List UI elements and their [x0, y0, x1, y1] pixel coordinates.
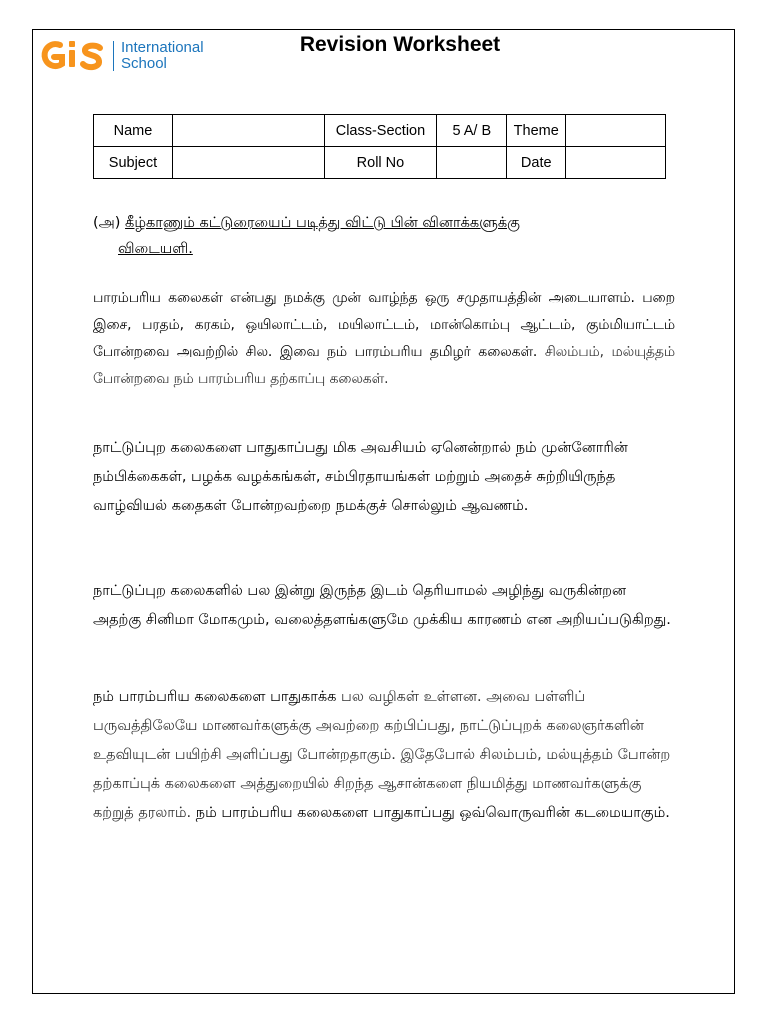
- paragraph-4-lead: நம் பாரம்பரிய கலைகளை பாதுகாக்க: [93, 689, 337, 705]
- section-marker: (அ): [93, 215, 121, 231]
- student-info-table: [93, 114, 666, 179]
- date-label: Date: [507, 147, 566, 179]
- table-row: [94, 147, 666, 179]
- roll-no-field[interactable]: [437, 147, 507, 179]
- class-section-label: Class-Section: [324, 115, 437, 147]
- section-instruction: [93, 210, 673, 262]
- table-row: [94, 115, 666, 147]
- paragraph-1-tail: சிலம்பம், மல்யுத்தம் போன்றவை நம் பாரம்பரிய தற்காப்பு கலைகள்.: [93, 344, 675, 387]
- logo-wordmark: [121, 40, 204, 72]
- paragraph-3: நாட்டுப்புற கலைகளில் பல இன்று இருந்த இடம் தெரியாமல் அழிந்து வருகின்றன அதற்கு சினிமா மோகமும், வலைத்தளங்களுமே முக்கிய காரணம் என அறியப்படுகிறது.: [93, 583, 671, 628]
- name-field[interactable]: [172, 115, 324, 147]
- theme-field[interactable]: [566, 115, 666, 147]
- paragraph-2: நாட்டுப்புற கலைகளை பாதுகாப்பது மிக அவசியம் ஏனென்றால் நம் முன்னோரின் நம்பிக்கைகள், பழக்க வழக்கங்கள், சம்பிரதாயங்கள் மற்றும் அதைச் சுற்றியிருந்த வாழ்வியல் கதைகள் போன்றவற்றை நமக்குச் சொல்லும் ஆவணம்.: [93, 440, 628, 514]
- roll-no-label: Roll No: [324, 147, 437, 179]
- instruction-line-2: விடையளி.: [118, 241, 193, 257]
- class-section-value: 5 A/ B: [437, 115, 507, 147]
- logo-divider: [113, 41, 114, 71]
- logo-line-international: International: [121, 39, 204, 56]
- paragraph-4: [93, 683, 675, 828]
- date-field[interactable]: [566, 147, 666, 179]
- gis-logo-icon: [40, 36, 106, 76]
- subject-field[interactable]: [172, 147, 324, 179]
- theme-label: Theme: [507, 115, 566, 147]
- subject-label: Subject: [94, 147, 173, 179]
- paragraph-1-main: பாரம்பரிய கலைகள் என்பது நமக்கு முன் வாழ்ந்த ஒரு சமுதாயத்தின் அடையாளம். பறை இசை, பரதம், கரகம், ஒயிலாட்டம், மயிலாட்டம், மான்கொம்பு ஆட்டம், கும்மியாட்டம் போன்றவை அவற்றில் சில. இவை நம் பாரம்பரிய தமிழர் கலைகள்.: [93, 290, 675, 360]
- paragraph-1: [93, 285, 675, 393]
- school-logo: [40, 36, 204, 76]
- page-title: Revision Worksheet: [299, 33, 501, 56]
- paragraph-4-middle: பல வழிகள் உள்ளன. அவை பள்ளிப் பருவத்திலேயே மாணவர்களுக்கு அவற்றை கற்பிப்பது, நாட்டுப்புறக் கலைஞர்களின் உதவியுடன் பயிற்சி அளிப்பது போன்றதாகும். இதேபோல் சிலம்பம், மல்யுத்தம் போன்ற தற்காப்புக் கலைகளை அத்துறையில் சிறந்த ஆசான்களை நியமித்து மாணவர்களுக்கு கற்றுத் தரலாம்.: [93, 689, 671, 821]
- name-label: Name: [94, 115, 173, 147]
- logo-line-school: School: [121, 55, 167, 72]
- paragraph-4-tail: நம் பாரம்பரிய கலைகளை பாதுகாப்பது ஒவ்வொருவரின் கடமையாகும்.: [191, 805, 670, 821]
- instruction-line-1: கீழ்காணும் கட்டுரையைப் படித்து விட்டு பின் வினாக்களுக்கு: [125, 215, 520, 231]
